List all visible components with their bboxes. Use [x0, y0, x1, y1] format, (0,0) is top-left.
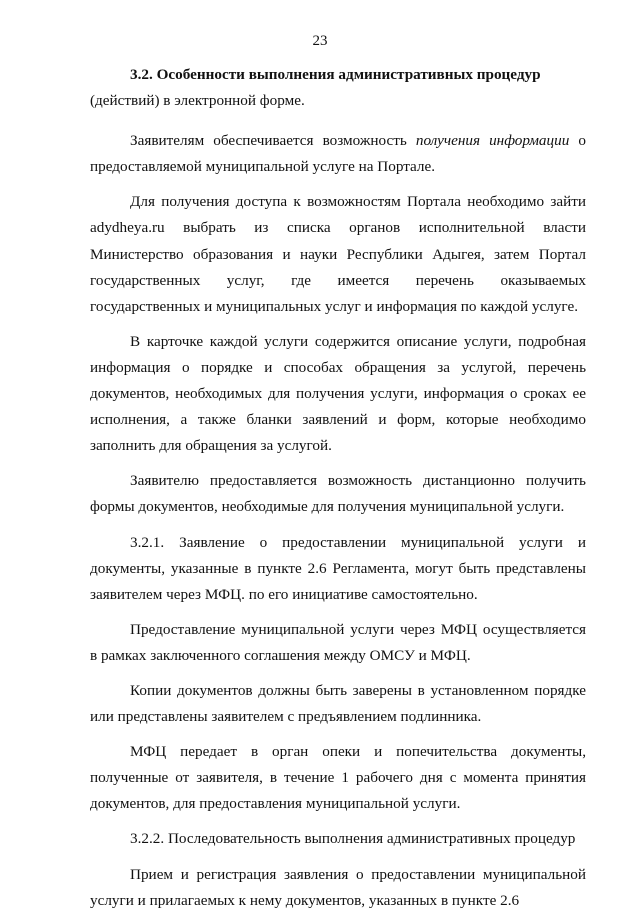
page-number: 23	[312, 33, 328, 49]
paragraph-1	[90, 128, 586, 180]
paragraph-4: Заявителю предоставляется возможность дистанционно получить формы документов, необходимые для получения муниципальной услуги.	[90, 472, 586, 516]
paragraph-2: Для получения доступа к возможностям Портала необходимо зайти adydheya.ru выбрать из списка органов исполнительной власти Министерство образования и науки Республики Адыгея, затем Портал государственных услуг, где имеется перечень оказываемых государственных и муниципальных услуг и информация по каждой услуге.	[90, 193, 586, 315]
paragraph-10: Прием и регистрация заявления о предоставлении муниципальной услуги и прилагаемых к нему документов, указанных в пункте 2.6	[90, 865, 586, 909]
paragraph-9: 3.2.2. Последовательность выполнения административных процедур	[130, 830, 576, 848]
paragraph-3: В карточке каждой услуги содержится описание услуги, подробная информация о порядке и способах обращения за услугой, перечень документов, необходимых для получения услуги, информация о сроках ее исполнения, а также бланки заявлений и форм, которые необходимо заполнить для обращения за услугой.	[90, 332, 586, 455]
paragraph-1-after: о предоставляемой муниципальной услуге на Портале.	[90, 132, 586, 176]
document-body	[90, 62, 586, 914]
paragraph-8: МФЦ передает в орган опеки и попечительства документы, полученные от заявителя, в течение 1 рабочего дня с момента принятия документов, для предоставления муниципальной услуги.	[90, 743, 586, 813]
paragraph-1-before: Заявителям обеспечивается возможность	[130, 132, 416, 150]
section-heading	[90, 62, 586, 114]
paragraph-7: Копии документов должны быть заверены в установленном порядке или представлены заявителем с предъявлением подлинника.	[90, 681, 586, 726]
paragraph-1-italic: получения информации	[415, 132, 570, 150]
section-heading-bold: 3.2. Особенности выполнения административных процедур	[130, 66, 541, 83]
paragraph-5: 3.2.1. Заявление о предоставлении муниципальной услуги и документы, указанные в пункте 2.6 Регламента, могут быть представлены заявителем через МФЦ. по его инициативе самостоятельно.	[90, 533, 586, 603]
section-heading-rest: (действий) в электронной форме.	[90, 92, 305, 110]
paragraph-6: Предоставление муниципальной услуги через МФЦ осуществляется в рамках заключенного соглашения между ОМСУ и МФЦ.	[90, 620, 586, 664]
